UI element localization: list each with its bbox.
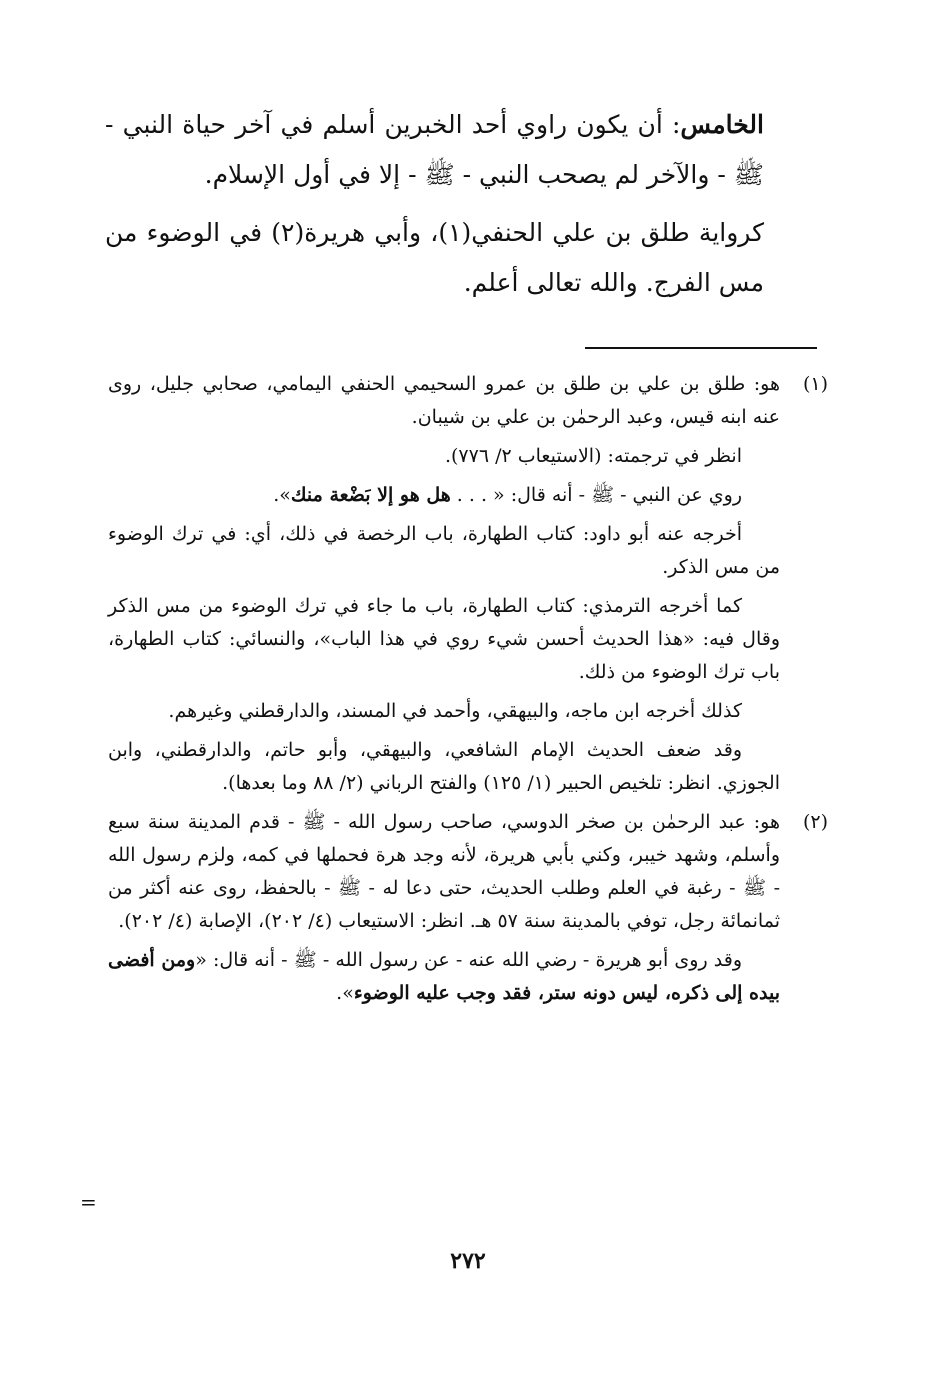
footnote-paragraph: أخرجه عنه أبو داود: كتاب الطهارة، باب الرخصة في ذلك، أي: في ترك الوضوء من مس الذكر. <box>108 523 780 578</box>
continuation-mark: = <box>80 1190 97 1214</box>
paragraph-example: كرواية طلق بن علي الحنفي(١)، وأبي هريرة(٢) في الوضوء من مس الفرج. والله تعالى أعلم. <box>105 218 764 297</box>
footnote-1 <box>108 368 828 800</box>
section-lead-word: الخامس <box>680 110 764 139</box>
footnote-quote: روي عن النبي - ﷺ - أنه قال: « . . . هل هو إلا بَضْعة منك». <box>273 484 742 506</box>
footnote-number: (١) <box>802 373 828 395</box>
footnote-paragraph: هو: طلق بن علي بن طلق بن عمرو السحيمي الحنفي اليمامي، صحابي جليل، روى عنه ابنه قيس، وعبد الرحمٰن بن علي بن شيبان. <box>108 373 780 428</box>
footnote-separator <box>585 347 817 349</box>
footnote-paragraph: كما أخرجه الترمذي: كتاب الطهارة، باب ما جاء في ترك الوضوء من مس الذكر وقال فيه: «هذا الحديث أحسن شيء روي في هذا الباب»، والنسائي: كتاب الطهارة، باب ترك الوضوء من ذلك. <box>108 595 780 683</box>
footnote-paragraph: كذلك أخرجه ابن ماجه، والبيهقي، وأحمد في المسند، والدارقطني وغيرهم. <box>168 700 742 722</box>
main-text <box>105 100 764 308</box>
paragraph-text: : أن يكون راوي أحد الخبرين أسلم في آخر حياة النبي - ﷺ - والآخر لم يصحب النبي - ﷺ - إلا في أول الإسلام. <box>105 110 764 189</box>
footnote-paragraph: وقد ضعف الحديث الإمام الشافعي، والبيهقي، وأبو حاتم، والدارقطني، وابن الجوزي. انظر: تلخيص الحبير (١/ ١٢٥) والفتح الرباني (٢/ ٨٨ وما بعدها). <box>108 739 780 794</box>
footnotes <box>108 368 828 1010</box>
footnote-paragraph: انظر في ترجمته: (الاستيعاب ٢/ ٧٧٦). <box>444 445 742 467</box>
footnote-paragraph: هو: عبد الرحمٰن بن صخر الدوسي، صاحب رسول الله - ﷺ - قدم المدينة سنة سبع وأسلم، وشهد خيبر، وكني بأبي هريرة، لأنه وجد هرة فحملها في كمه، ولزم رسول الله - ﷺ - رغبة في العلم وطلب الحديث، حتى دعا له - ﷺ - بالحفظ، روى عنه أكثر من ثمانمائة رجل، توفي بالمدينة سنة ٥٧ هـ. انظر: الاستيعاب (٤/ ٢٠٢)، الإصابة (٤/ ٢٠٢). <box>108 811 780 932</box>
paragraph-fifth-condition <box>105 100 764 200</box>
footnote-quote: وقد روى أبو هريرة - رضي الله عنه - عن رسول الله - ﷺ - أنه قال: «ومن أفضى بيده إلى ذكره، ليس دونه ستر، فقد وجب عليه الوضوء». <box>108 949 780 1004</box>
footnote-2 <box>108 806 828 1010</box>
page-number: ٢٧٢ <box>450 1248 486 1274</box>
footnote-number: (٢) <box>802 811 828 833</box>
